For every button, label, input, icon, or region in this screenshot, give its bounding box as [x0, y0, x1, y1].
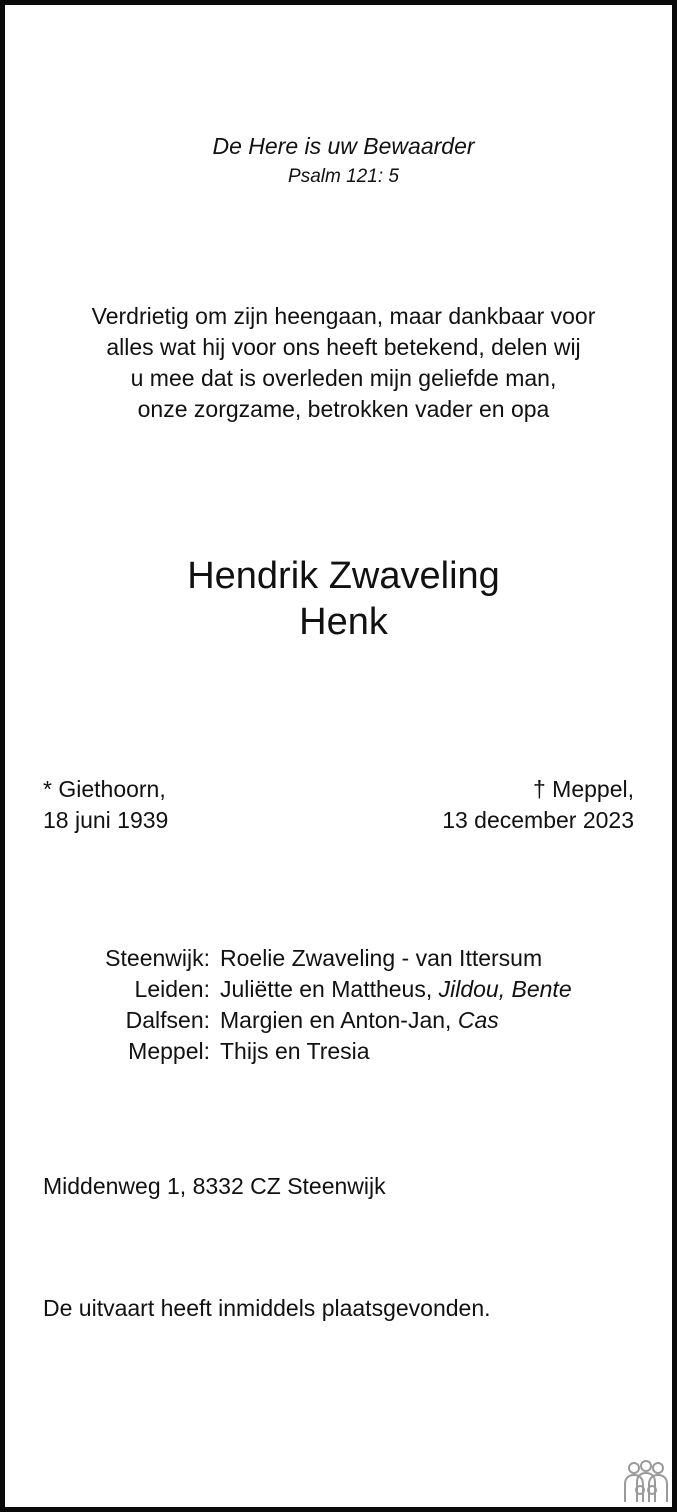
address: Middenweg 1, 8332 CZ Steenwijk	[43, 1173, 386, 1199]
family-place: Dalfsen:	[125, 1007, 210, 1033]
death-place: † Meppel,	[532, 776, 634, 802]
family-names	[220, 974, 572, 1005]
bible-verse: De Here is uw Bewaarder	[212, 133, 475, 159]
family-names-text: Thijs en Tresia	[220, 1038, 370, 1064]
deceased-nickname: Henk	[299, 601, 388, 643]
death-info	[442, 774, 634, 836]
death-date: 13 december 2023	[442, 807, 634, 833]
grandchildren-names: Jildou, Bente	[438, 976, 572, 1002]
family-place: Leiden:	[134, 976, 210, 1002]
family-names-text: Roelie Zwaveling - van Ittersum	[220, 945, 543, 971]
deceased-name-block	[5, 553, 677, 645]
birth-info	[43, 774, 168, 836]
family-names	[220, 1036, 370, 1067]
birth-place: * Giethoorn,	[43, 776, 166, 802]
family-names	[220, 1005, 499, 1036]
family-names-text: Margien en Anton-Jan,	[220, 1007, 458, 1033]
verse-reference: Psalm 121: 5	[288, 166, 399, 187]
intro-line: u mee dat is overleden mijn geliefde man,	[130, 365, 557, 391]
family-place: Steenwijk:	[105, 945, 210, 971]
intro-line: Verdrietig om zijn heengaan, maar dankbaar voor	[91, 303, 596, 329]
birth-date: 18 juni 1939	[43, 807, 169, 833]
family-names	[220, 943, 542, 974]
intro-line: onze zorgzame, betrokken vader en opa	[137, 396, 550, 422]
intro-line: alles wat hij voor ons heeft betekend, delen wij	[106, 334, 581, 360]
intro-text	[5, 301, 677, 425]
deceased-full-name: Hendrik Zwaveling	[187, 555, 500, 597]
family-names-text: Juliëtte en Mattheus,	[220, 976, 439, 1002]
grandchildren-names: Cas	[457, 1007, 499, 1033]
people-group-icon	[621, 1460, 671, 1504]
funeral-note: De uitvaart heeft inmiddels plaatsgevonden.	[43, 1295, 491, 1321]
family-place: Meppel:	[128, 1038, 210, 1064]
